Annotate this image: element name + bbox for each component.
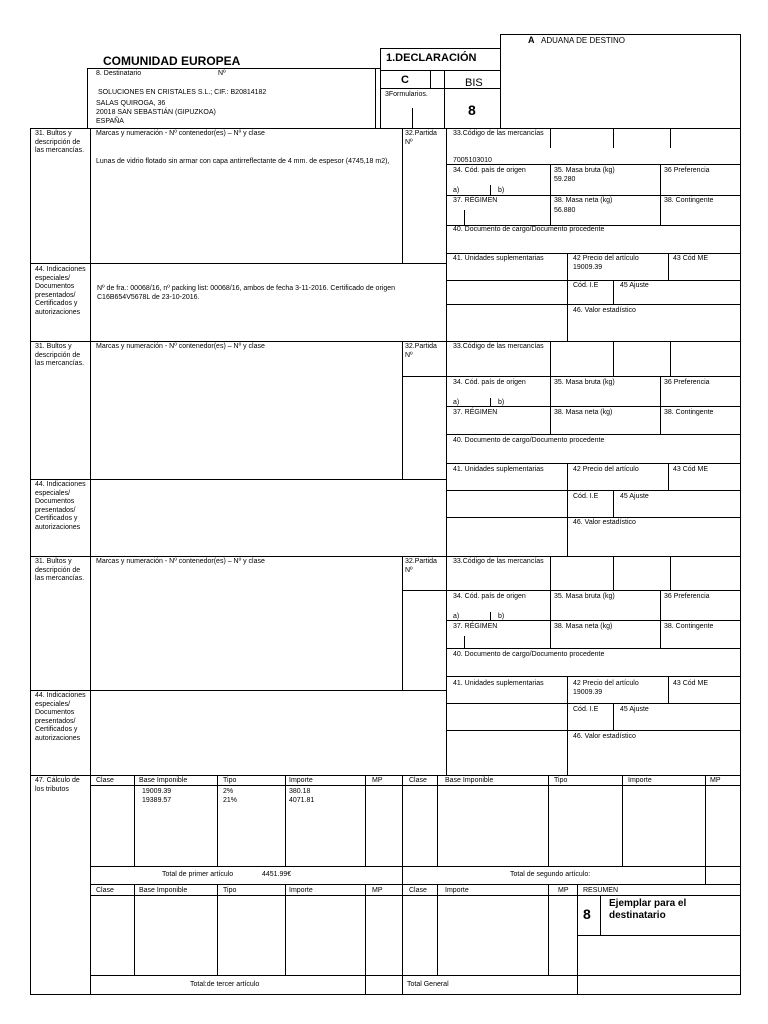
- masa-neta-label-1: 38. Masa neta (kg): [554, 197, 613, 204]
- marcas-label-2: Marcas y numeración - Nº contenedor(es) – Nº y clase: [96, 343, 265, 350]
- tax-header-mp-4: MP: [558, 887, 569, 894]
- community-title: COMUNIDAD EUROPEA: [103, 54, 241, 68]
- marcas-label-3: Marcas y numeración - Nº contenedor(es) – Nº y clase: [96, 558, 265, 565]
- unidades-label-2: 41. Unidades suplementarias: [453, 466, 544, 473]
- preferencia-label-2: 36 Preferencia: [664, 379, 710, 386]
- b-label-3: b): [498, 613, 505, 620]
- partida-label-3: 32.Partida Nº: [405, 558, 437, 574]
- declaration-type-bis: BIS: [465, 77, 483, 89]
- tax-header-tipo-1: Tipo: [223, 777, 237, 784]
- cod-me-label-3: 43 Cód ME: [673, 680, 709, 687]
- valor-label-3: 46. Valor estadístico: [573, 733, 636, 740]
- cod-ie-label-2: Cód. I.E: [573, 493, 599, 500]
- consignee-line-4: ESPAÑA: [96, 118, 124, 125]
- item-1-description: Lunas de vidrio flotado sin armar con capa antirreflectante de 4 mm. de espesor (4745,18 m2),: [96, 158, 390, 165]
- masa-bruta-label-1: 35. Masa bruta (kg): [554, 167, 615, 174]
- tax-header-base-2: Base Imponible: [445, 777, 494, 784]
- aduana-letter: A: [528, 35, 535, 45]
- tax-row-2-importe: 4071.81: [289, 797, 315, 804]
- documento-label-3: 40. Documento de cargo/Documento procedente: [453, 651, 605, 658]
- masa-bruta-label-3: 35. Masa bruta (kg): [554, 593, 615, 600]
- resumen-label: RESUMEN: [583, 887, 619, 894]
- marcas-label-1: Marcas y numeración - Nº contenedor(es) – Nº y clase: [96, 130, 265, 137]
- regimen-label-2: 37. RÉGIMEN: [453, 409, 498, 416]
- consignee-label: 8. Destinatario: [96, 70, 142, 77]
- documento-label-1: 40. Documento de cargo/Documento procedente: [453, 226, 605, 233]
- tax-header-base-1: Base Imponible: [139, 777, 188, 784]
- contingente-label-3: 38. Contingente: [664, 623, 714, 630]
- ajuste-label-1: 45 Ajuste: [620, 282, 649, 289]
- total-first-value: 4451.99€: [262, 871, 292, 878]
- item-1-hs-code: 7005103010: [453, 157, 492, 164]
- regimen-label-3: 37. RÉGIMEN: [453, 623, 498, 630]
- formularios-label: 3Formularios.: [385, 91, 428, 98]
- aduana-destino-label: ADUANA DE DESTINO: [541, 36, 626, 45]
- cod-ie-label-1: Cód. I.E: [573, 282, 599, 289]
- tax-header-mp-1: MP: [372, 777, 383, 784]
- indicaciones-label-3: 44. Indicaciones especiales/ Documentos presentados/ Certificados y autorizaciones: [35, 692, 86, 742]
- documento-label-2: 40. Documento de cargo/Documento procedente: [453, 437, 605, 444]
- tax-header-clase-2: Clase: [409, 777, 427, 784]
- precio-label-1: 42 Precio del artículo: [573, 255, 639, 262]
- bultos-label-3: 31. Bultos y descripción de las mercancías.: [35, 558, 85, 582]
- bultos-label-2: 31. Bultos y descripción de las mercancías.: [35, 343, 85, 367]
- tax-header-mp-2: MP: [710, 777, 721, 784]
- tax-header-importe-1: Importe: [289, 777, 313, 784]
- tax-row-2-tipo: 21%: [223, 797, 238, 804]
- consignee-line-1: SOLUCIONES EN CRISTALES S.L.; CIF.: B20814182: [98, 89, 267, 96]
- cod-ie-label-3: Cód. I.E: [573, 706, 599, 713]
- tax-row-1-base: 19009.39: [142, 788, 172, 795]
- codigo-label-3: 33.Código de las mercancías: [453, 558, 544, 565]
- tax-header-tipo-3: Tipo: [223, 887, 237, 894]
- a-label-3: a): [453, 613, 460, 620]
- tax-row-1-importe: 380.18: [289, 788, 311, 795]
- tax-header-importe-2: Importe: [628, 777, 652, 784]
- valor-label-2: 46. Valor estadístico: [573, 519, 636, 526]
- contingente-label-2: 38. Contingente: [664, 409, 714, 416]
- form-number: 8: [468, 102, 476, 118]
- ajuste-label-2: 45 Ajuste: [620, 493, 649, 500]
- codigo-label-1: 33.Código de las mercancías: [453, 130, 544, 137]
- bultos-label-1: 31. Bultos y descripción de las mercancías.: [35, 130, 85, 154]
- a-label-1: a): [453, 187, 460, 194]
- indicaciones-label-2: 44. Indicaciones especiales/ Documentos presentados/ Certificados y autorizaciones: [35, 481, 86, 531]
- masa-bruta-label-2: 35. Masa bruta (kg): [554, 379, 615, 386]
- tax-header-clase-3: Clase: [96, 887, 114, 894]
- declaration-type-c: C: [401, 74, 409, 86]
- cod-me-label-2: 43 Cód ME: [673, 466, 709, 473]
- masa-neta-label-3: 38. Masa neta (kg): [554, 623, 613, 630]
- total-general-label: Total General: [407, 981, 449, 988]
- item-1-notes: Nº de fra.: 00068/16, nº packing list: 00068/16, ambos de fecha 3-11-2016. Certificado de origen C16B654V5678L de 23-10-2016.: [97, 285, 396, 301]
- consignee-no-label: Nº: [218, 70, 226, 77]
- consignee-line-3: 20018 SAN SEBASTIÁN (GIPUZKOA): [96, 109, 216, 116]
- codigo-label-2: 33.Código de las mercancías: [453, 343, 544, 350]
- preferencia-label-3: 36 Preferencia: [664, 593, 710, 600]
- preferencia-label-1: 36 Preferencia: [664, 167, 710, 174]
- regimen-label-1: 37. RÉGIMEN: [453, 197, 498, 204]
- cod-me-label-1: 43 Cód ME: [673, 255, 709, 262]
- total-second-label: Total de segundo artículo:: [510, 871, 591, 878]
- masa-neta-label-2: 38. Masa neta (kg): [554, 409, 613, 416]
- copy-destination-text: Ejemplar para el destinatario: [609, 898, 687, 921]
- tax-header-mp-3: MP: [372, 887, 383, 894]
- precio-label-2: 42 Precio del artículo: [573, 466, 639, 473]
- item-3-price: 19009.39: [573, 689, 603, 696]
- taxes-label: 47. Cálculo de los tributos: [35, 777, 80, 793]
- copy-number: 8: [583, 906, 591, 922]
- tax-row-2-base: 19389.57: [142, 797, 172, 804]
- tax-header-clase-1: Clase: [96, 777, 114, 784]
- unidades-label-3: 41. Unidades suplementarias: [453, 680, 544, 687]
- partida-label-1: 32.Partida Nº: [405, 130, 437, 146]
- precio-label-3: 42 Precio del artículo: [573, 680, 639, 687]
- tax-header-base-3: Base Imponible: [139, 887, 188, 894]
- b-label-1: b): [498, 187, 505, 194]
- total-third-label: Total:de tercer artículo: [190, 981, 260, 988]
- tax-header-tipo-2: Tipo: [554, 777, 568, 784]
- item-1-price: 19009.39: [573, 264, 603, 271]
- contingente-label-1: 38. Contingente: [664, 197, 714, 204]
- item-1-net-mass: 56.880: [554, 207, 576, 214]
- pais-label-2: 34. Cód. país de origen: [453, 379, 526, 386]
- indicaciones-label-1: 44. Indicaciones especiales/ Documentos presentados/ Certificados y autorizaciones: [35, 266, 86, 316]
- ajuste-label-3: 45 Ajuste: [620, 706, 649, 713]
- pais-label-1: 34. Cód. país de origen: [453, 167, 526, 174]
- tax-row-1-tipo: 2%: [223, 788, 234, 795]
- tax-header-importe-4: Importe: [445, 887, 469, 894]
- b-label-2: b): [498, 399, 505, 406]
- a-label-2: a): [453, 399, 460, 406]
- tax-header-importe-3: Importe: [289, 887, 313, 894]
- consignee-line-2: SALAS QUIROGA, 36: [96, 100, 166, 107]
- unidades-label-1: 41. Unidades suplementarias: [453, 255, 544, 262]
- declaration-label: 1.DECLARACIÓN: [386, 52, 477, 64]
- item-1-gross-mass: 59.280: [554, 176, 576, 183]
- partida-label-2: 32.Partida Nº: [405, 343, 437, 359]
- pais-label-3: 34. Cód. país de origen: [453, 593, 526, 600]
- valor-label-1: 46. Valor estadístico: [573, 307, 636, 314]
- tax-header-clase-4: Clase: [409, 887, 427, 894]
- total-first-label: Total de primer artículo: [162, 871, 234, 878]
